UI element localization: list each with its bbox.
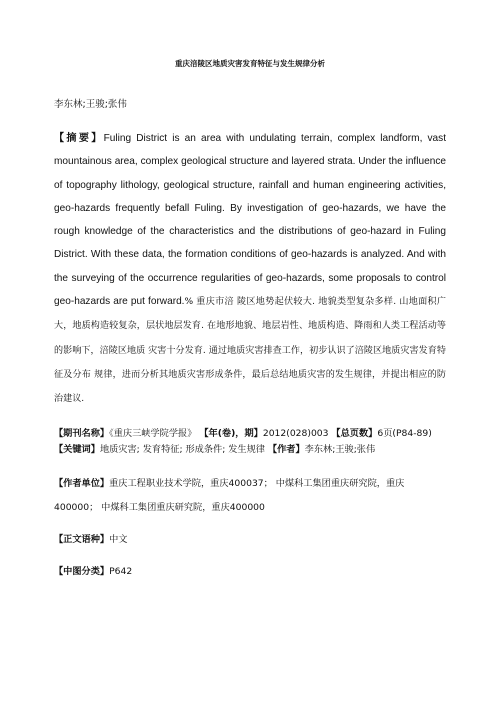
language-label: 【正文语种】 [54, 534, 110, 545]
classification-label: 【中图分类】 [54, 566, 110, 577]
abstract-block [54, 127, 446, 412]
pages-label: 【总页数】 [331, 428, 378, 439]
classification [54, 564, 446, 580]
year-label: 【年(卷)，期】 [199, 428, 263, 439]
journal-label: 【期刊名称】 [54, 428, 110, 439]
keywords-label: 【关键词】 [54, 443, 100, 455]
unit-label: 【作者单位】 [54, 478, 110, 489]
language-value: 中文 [109, 534, 128, 545]
authors-line: 李东林;王骏;张伟 [54, 99, 127, 110]
keywords-value: 地质灾害; 发育特征; 形成条件; 发生规律 [99, 443, 265, 455]
unit-value: 重庆工程职业技术学院，重庆400037； 中煤科工集团重庆研究院，重庆400000； 中煤科工集团重庆研究院，重庆400000 [54, 478, 405, 513]
author-unit [54, 472, 446, 520]
abstract-label: 【摘要】 [54, 133, 104, 144]
abstract-english: Fuling District is an area with undulating terrain, complex landform, vast mountainous area, complex geological structure and layered strata. Under the influence of topography lithology, geological structure, rainfall and human engineering activities, geo-hazards frequently befall Fuling. By investigation of geo-hazards, we have the rough knowledge of the characteristics and the distributions of geo-hazard in Fuling District. With these data, the formation conditions of geo-hazards is analyzed. And with the surveying of the occurrence regularities of geo-hazards, some proposals to control geo-hazards are put forward. [54, 133, 447, 308]
abstract-chinese: % 重庆市涪 陵区地势起伏较大. 地貌类型复杂多样. 山地面积广大，地质构造较复杂，层状地层发育. 在地形地貌、地层岩性、地质构造、降雨和人类工程活动等的影响下，涪陵区地质 灾害十分发育. 通过地质灾害排查工作，初步认识了涪陵区地质灾害发育特征及分布 规律，进而分析其地质灾害形成条件，最后总结地质灾害的发生规律，并提出相应的防 治建议. [54, 297, 446, 405]
classification-value: P642 [109, 566, 133, 577]
pages-value: 6页(P84-89) [377, 428, 432, 439]
text-language [54, 532, 446, 548]
author-label: 【作者】 [267, 443, 305, 455]
journal-value: 《重庆三峡学院学报》 [109, 428, 197, 439]
year-value: 2012(028)003 [262, 428, 329, 439]
author-value: 李东林;王骏;张伟 [304, 443, 376, 455]
document-title: 重庆涪陵区地质灾害发育特征与发生规律分析 [175, 59, 325, 68]
journal-info [54, 426, 446, 457]
